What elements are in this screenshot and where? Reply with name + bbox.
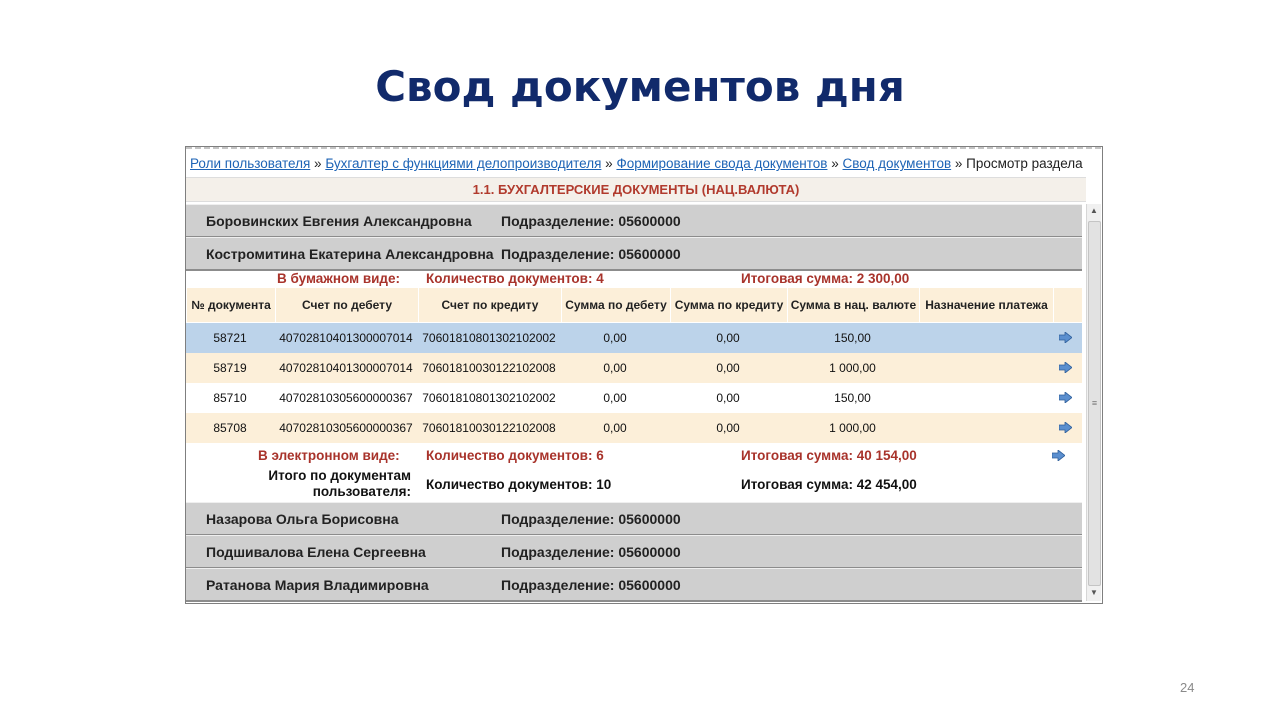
column-header-action bbox=[1053, 288, 1082, 322]
debit-account: 40702810305600000367 bbox=[279, 421, 413, 435]
breadcrumb-summary-link[interactable]: Свод документов bbox=[842, 156, 952, 171]
electronic-total: Итоговая сумма: 40 154,00 bbox=[741, 448, 917, 463]
user-total-label bbox=[226, 468, 411, 500]
national-sum: 1 000,00 bbox=[829, 361, 876, 375]
paper-summary bbox=[186, 271, 1082, 287]
doc-number: 85708 bbox=[213, 421, 247, 435]
user-total-summary bbox=[186, 468, 1082, 502]
arrow-right-icon[interactable] bbox=[1059, 332, 1072, 343]
debit-account: 40702810401300007014 bbox=[279, 331, 413, 345]
user-group-row[interactable] bbox=[186, 204, 1082, 238]
doc-number: 58719 bbox=[213, 361, 247, 375]
electronic-label: В электронном виде: bbox=[258, 448, 400, 463]
column-header: Счет по кредиту bbox=[418, 288, 562, 322]
table-header bbox=[186, 288, 1082, 322]
section-title: 1.1. БУХГАЛТЕРСКИЕ ДОКУМЕНТЫ (НАЦ.ВАЛЮТА) bbox=[186, 177, 1086, 202]
paper-total: Итоговая сумма: 2 300,00 bbox=[741, 271, 910, 286]
user-group-row[interactable] bbox=[186, 568, 1082, 602]
page-number: 24 bbox=[1180, 680, 1195, 695]
user-name: Назарова Ольга Борисовна bbox=[206, 511, 399, 527]
user-department: Подразделение: 05600000 bbox=[501, 246, 681, 262]
column-header: Сумма в нац. валюте bbox=[787, 288, 920, 322]
breadcrumb-roles-link[interactable]: Роли пользователя bbox=[190, 156, 311, 171]
scroll-thumb[interactable] bbox=[1088, 221, 1101, 586]
user-total-label-line: Итого по документам bbox=[268, 468, 411, 483]
credit-account: 70601810801302102002 bbox=[422, 331, 556, 345]
payment-purpose bbox=[919, 383, 1052, 413]
credit-sum: 0,00 bbox=[716, 361, 740, 375]
debit-account: 40702810305600000367 bbox=[279, 391, 413, 405]
breadcrumb-separator: » bbox=[314, 156, 322, 171]
table-row[interactable] bbox=[186, 353, 1082, 383]
breadcrumb-current: Просмотр раздела bbox=[966, 156, 1083, 171]
user-name: Подшивалова Елена Сергеевна bbox=[206, 544, 426, 560]
app-screenshot bbox=[185, 146, 1103, 604]
arrow-right-icon[interactable] bbox=[1059, 392, 1072, 403]
user-total-sum: Итоговая сумма: 42 454,00 bbox=[741, 477, 917, 492]
scroll-down-icon[interactable]: ▼ bbox=[1090, 588, 1098, 597]
payment-purpose bbox=[919, 323, 1052, 353]
breadcrumb-separator: » bbox=[605, 156, 613, 171]
debit-account: 40702810401300007014 bbox=[279, 361, 413, 375]
table-row[interactable] bbox=[186, 383, 1082, 413]
national-sum: 150,00 bbox=[834, 331, 871, 345]
arrow-right-icon[interactable] bbox=[1052, 450, 1065, 461]
user-group-row[interactable] bbox=[186, 237, 1082, 271]
grip-icon: ≡ bbox=[1091, 398, 1098, 408]
user-department: Подразделение: 05600000 bbox=[501, 544, 681, 560]
table-row[interactable] bbox=[186, 413, 1082, 443]
breadcrumb-forming-link[interactable]: Формирование свода документов bbox=[616, 156, 828, 171]
national-sum: 1 000,00 bbox=[829, 421, 876, 435]
paper-label: В бумажном виде: bbox=[277, 271, 401, 286]
table-row[interactable] bbox=[186, 323, 1082, 353]
doc-number: 58721 bbox=[213, 331, 247, 345]
doc-number: 85710 bbox=[213, 391, 247, 405]
credit-sum: 0,00 bbox=[716, 391, 740, 405]
payment-purpose bbox=[919, 413, 1052, 443]
slide-title: Свод документов дня bbox=[375, 62, 905, 111]
column-header: Сумма по кредиту bbox=[670, 288, 788, 322]
debit-sum: 0,00 bbox=[603, 391, 627, 405]
debit-sum: 0,00 bbox=[603, 361, 627, 375]
user-name: Ратанова Мария Владимировна bbox=[206, 577, 429, 593]
electronic-count: Количество документов: 6 bbox=[426, 448, 604, 463]
debit-sum: 0,00 bbox=[603, 331, 627, 345]
credit-sum: 0,00 bbox=[716, 331, 740, 345]
user-name: Боровинских Евгения Александровна bbox=[206, 213, 472, 229]
user-total-label-line: пользователя: bbox=[312, 484, 411, 499]
breadcrumb-separator: » bbox=[831, 156, 839, 171]
column-header: Сумма по дебету bbox=[561, 288, 671, 322]
credit-account: 70601810801302102002 bbox=[422, 391, 556, 405]
user-name: Костромитина Екатерина Александровна bbox=[206, 246, 494, 262]
vertical-scrollbar[interactable] bbox=[1086, 204, 1101, 601]
electronic-summary bbox=[186, 448, 1082, 466]
credit-account: 70601810030122102008 bbox=[422, 361, 556, 375]
column-header: № документа bbox=[186, 288, 276, 322]
user-group-row[interactable] bbox=[186, 502, 1082, 536]
national-sum: 150,00 bbox=[834, 391, 871, 405]
arrow-right-icon[interactable] bbox=[1059, 422, 1072, 433]
cut-edge bbox=[186, 147, 1102, 149]
column-header: Назначение платежа bbox=[919, 288, 1054, 322]
scroll-up-icon[interactable]: ▲ bbox=[1090, 206, 1098, 215]
user-department: Подразделение: 05600000 bbox=[501, 511, 681, 527]
arrow-right-icon[interactable] bbox=[1059, 362, 1072, 373]
debit-sum: 0,00 bbox=[603, 421, 627, 435]
credit-account: 70601810030122102008 bbox=[422, 421, 556, 435]
paper-count: Количество документов: 4 bbox=[426, 271, 604, 286]
user-group-row[interactable] bbox=[186, 535, 1082, 569]
user-total-count: Количество документов: 10 bbox=[426, 477, 612, 492]
user-department: Подразделение: 05600000 bbox=[501, 213, 681, 229]
breadcrumb bbox=[190, 156, 1083, 171]
breadcrumb-separator: » bbox=[954, 156, 963, 171]
credit-sum: 0,00 bbox=[716, 421, 740, 435]
breadcrumb-accountant-link[interactable]: Бухгалтер с функциями делопроизводителя bbox=[325, 156, 602, 171]
user-department: Подразделение: 05600000 bbox=[501, 577, 681, 593]
column-header: Счет по дебету bbox=[275, 288, 419, 322]
payment-purpose bbox=[919, 353, 1052, 383]
